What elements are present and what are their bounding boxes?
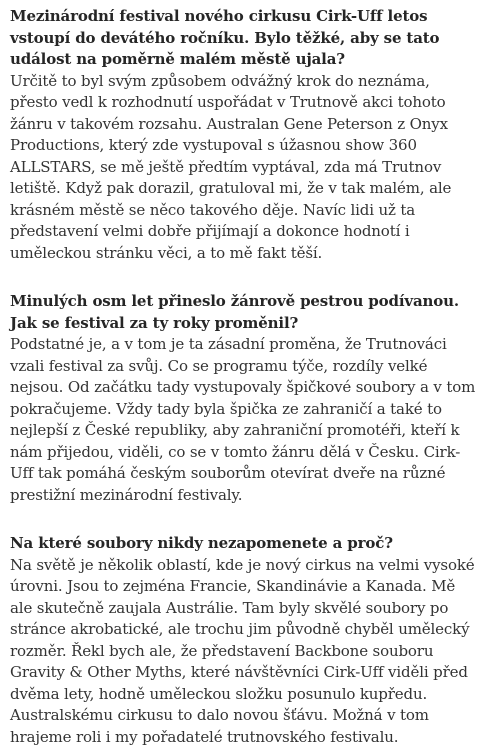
interview-answer: Na světě je několik oblastí, kde je nový cirkus na velmi vysoké úrovni. Jsou to zejména Francie, Skandinávie a Kanada. Mě ale skutečně zaujala Austrálie. Tam byly skvělé soubory po stránce akrobatické, ale trochu jim původně chyběl umělecký rozměr. Řekl bych ale, že představení Backbone souboru Gravity & Other Myths, které návštěvníci Cirk-Uff viděli před dvěma lety, hodně uměleckou složku posunulo kupředu. Australskému cirkusu to dalo novou šťávu. Možná v tom hrajeme roli i my pořadatelé trutnovského festivalu. [10, 555, 478, 748]
interview-question: Mezinárodní festival nového cirkusu Cirk-Uff letos vstoupí do devátého ročníku. Bylo těžké, aby se tato událost na poměrně malém městě ujala? [10, 6, 478, 71]
interview-question: Minulých osm let přineslo žánrově pestrou podívanou. Jak se festival za ty roky proměnil? [10, 291, 478, 334]
interview-section [10, 6, 478, 264]
interview-section [10, 533, 478, 748]
interview-answer: Podstatné je, a v tom je ta zásadní proměna, že Trutnováci vzali festival za svůj. Co se programu týče, rozdíly velké nejsou. Od začátku tady vystupovaly špičkové soubory a v tom pokračujeme. Vždy tady byla špička ze zahraničí a také to nejlepší z České republiky, aby zahraniční promotéři, kteří k nám přijedou, viděli, co se v tomto žánru dělá v Česku. Cirk-Uff tak pomáhá českým souborům otevírat dveře na různé prestižní mezinárodní festivaly. [10, 334, 478, 506]
interview-question: Na které soubory nikdy nezapomenete a proč? [10, 533, 478, 555]
interview-section [10, 291, 478, 506]
interview-answer: Určitě to byl svým způsobem odvážný krok do neznáma, přesto vedl k rozhodnutí uspořádat v Trutnově akci tohoto žánru v takovém rozsahu. Australan Gene Peterson z Onyx Productions, který zde vystupoval s úžasnou show 360 ALLSTARS, se mě ještě předtím vyptával, zda má Trutnov letiště. Když pak dorazil, gratuloval mi, že v tak malém, ale krásném městě se něco takového děje. Navíc lidi už ta představení velmi dobře přijímají a dokonce hodnotí i uměleckou stránku věci, a to mě fakt těší. [10, 71, 478, 265]
